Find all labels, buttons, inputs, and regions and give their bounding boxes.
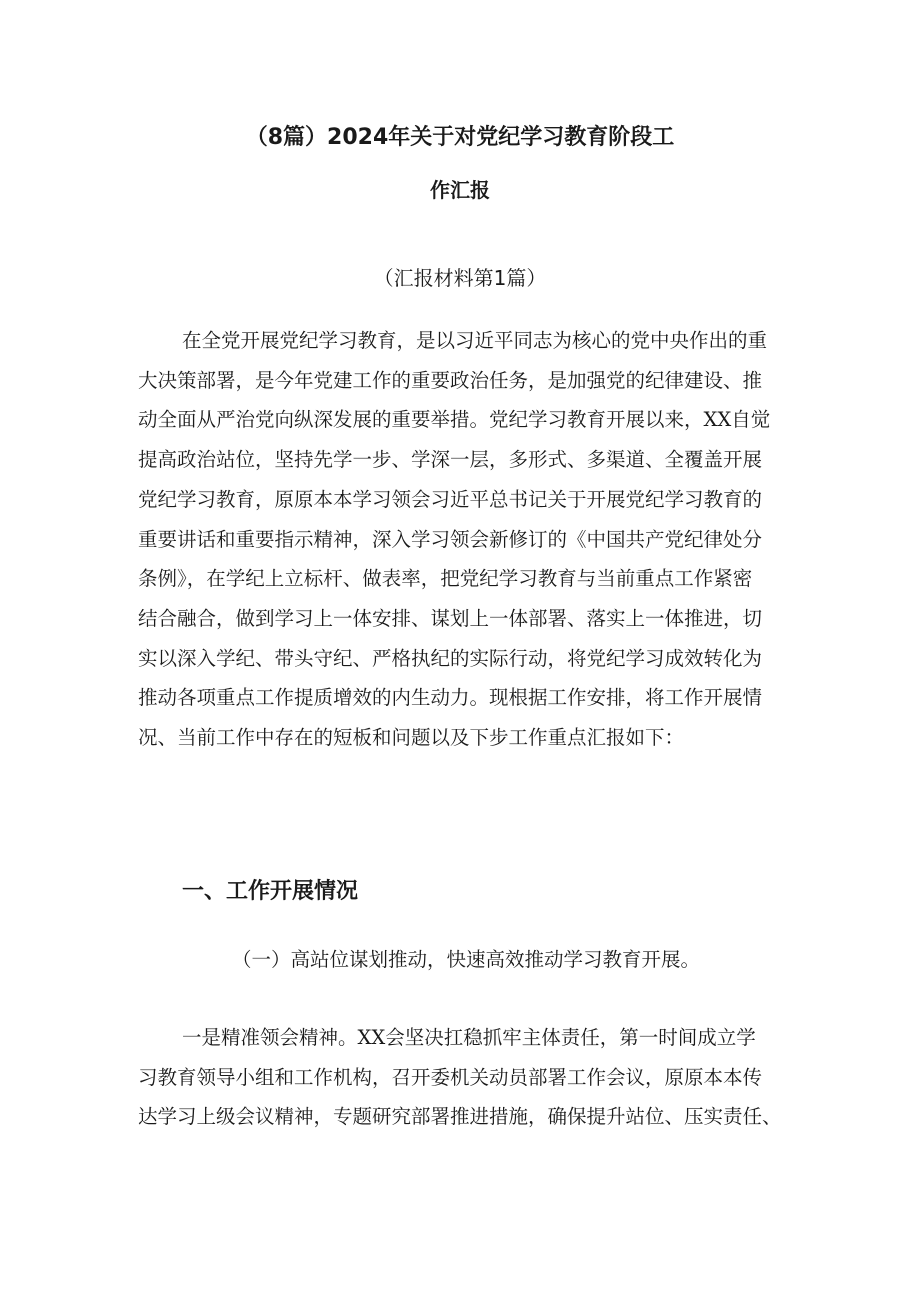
paragraph-line: 动全面从严治党向纵深发展的重要举措。党纪学习教育开展以来，XX自觉: [138, 408, 771, 432]
paragraph-line: 大决策部署，是今年党建工作的重要政治任务，是加强党的纪律建设、推: [138, 368, 763, 392]
paragraph-line: 在全党开展党纪学习教育，是以习近平同志为核心的党中央作出的重: [182, 329, 768, 352]
document-title-line-2: 作汇报: [430, 178, 490, 202]
section-heading: 一、工作开展情况: [182, 879, 359, 904]
document-subtitle: （汇报材料第1篇）: [373, 266, 547, 290]
intro-paragraph: [138, 321, 798, 758]
paragraph-line: 一是精准领会精神。XX会坚决扛稳抓牢主体责任，第一时间成立学: [182, 1026, 756, 1049]
body-paragraph: [138, 1018, 798, 1137]
paragraph-line: 条例》，在学纪上立标杆、做表率，把党纪学习教育与当前重点工作紧密: [138, 567, 753, 591]
paragraph-line: 提高政治站位，坚持先学一步、学深一层，多形式、多渠道、全覆盖开展: [138, 448, 763, 472]
paragraph-line: 重要讲话和重要指示精神，深入学习领会新修订的《中国共产党纪律处分: [138, 527, 763, 551]
paragraph-line: 推动各项重点工作提质增效的内生动力。现根据工作安排，将工作开展情: [138, 686, 763, 710]
paragraph-line: 实以深入学纪、带头守纪、严格执纪的实际行动，将党纪学习成效转化为: [138, 646, 763, 670]
paragraph-line: 党纪学习教育，原原本本学习领会习近平总书记关于开展党纪学习教育的: [138, 487, 763, 511]
document-title-line-1: （8篇）2024年关于对党纪学习教育阶段工: [245, 125, 675, 150]
paragraph-line: 结合融合，做到学习上一体安排、谋划上一体部署、落实上一体推进，切: [138, 606, 763, 630]
paragraph-line: 习教育领导小组和工作机构，召开委机关动员部署工作会议，原原本本传: [138, 1065, 763, 1089]
paragraph-line: 况、当前工作中存在的短板和问题以及下步工作重点汇报如下：: [138, 726, 685, 750]
subsection-heading: （一）高站位谋划推动，快速高效推动学习教育开展。: [232, 948, 701, 971]
paragraph-line: 达学习上级会议精神，专题研究部署推进措施，确保提升站位、压实责任、: [138, 1105, 782, 1129]
